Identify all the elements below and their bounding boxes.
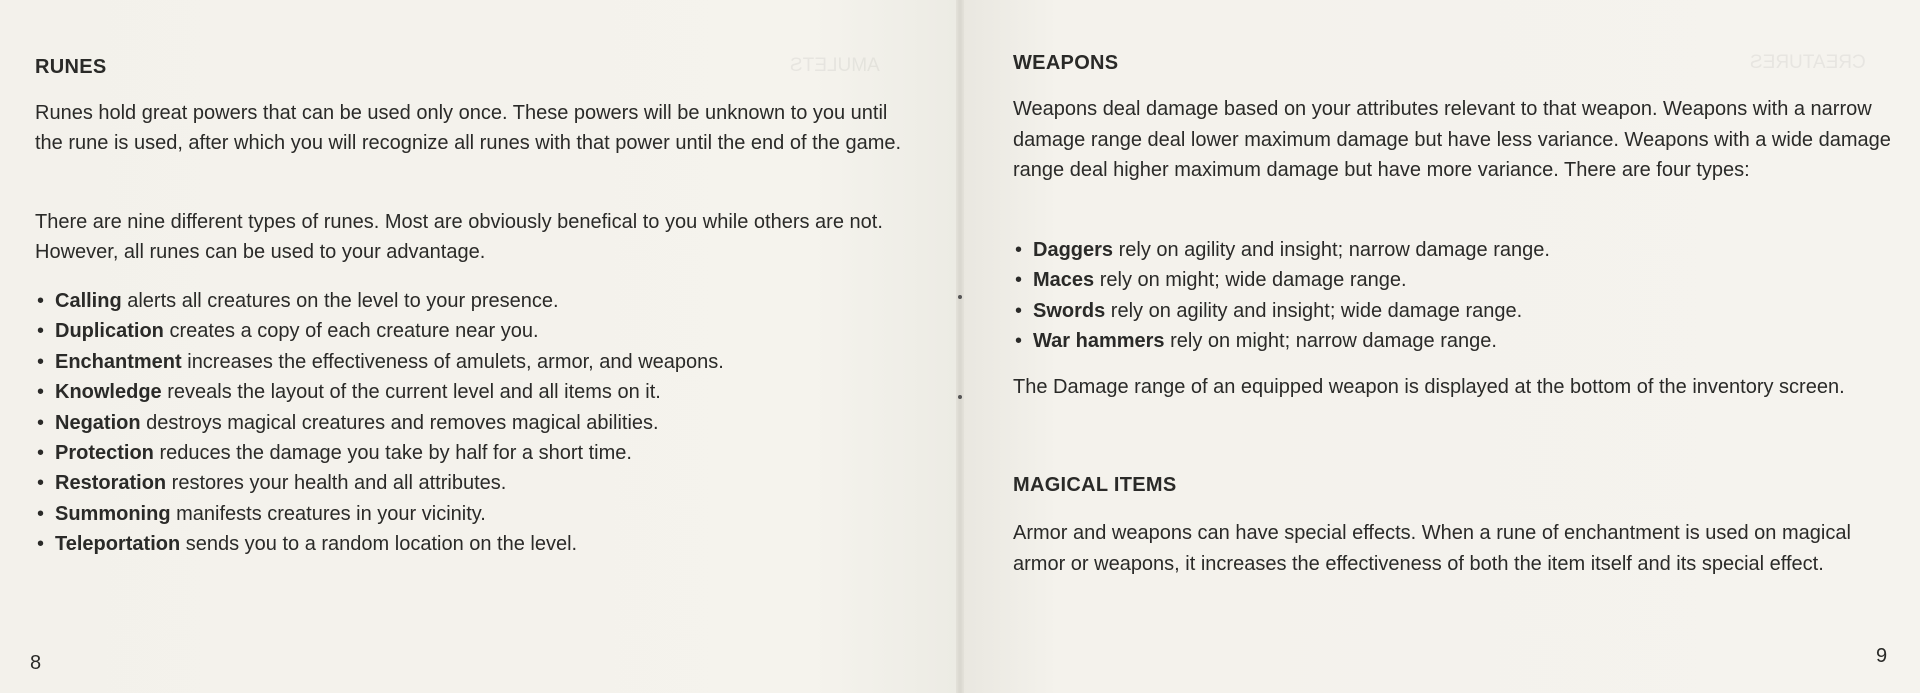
gutter-mark	[958, 395, 962, 399]
damage-range-paragraph: The Damage range of an equipped weapon is displayed at the bottom of the inventory screen.	[1013, 376, 1845, 398]
rune-item	[35, 468, 915, 498]
weapon-description: rely on might; wide damage range.	[1094, 269, 1407, 292]
weapon-item	[1013, 235, 1893, 265]
rune-term: Enchantment	[55, 350, 182, 373]
rune-term: Protection	[55, 442, 154, 465]
rune-item	[35, 408, 915, 438]
rune-description: alerts all creatures on the level to your presence.	[121, 290, 559, 312]
weapon-term: War hammers	[1033, 330, 1165, 353]
rune-item	[35, 286, 915, 316]
weapon-item	[1013, 265, 1893, 295]
rune-term: Teleportation	[55, 533, 181, 556]
rune-term: Knowledge	[55, 381, 162, 404]
rune-description: restores your health and all attributes.	[166, 472, 507, 495]
rune-term: Summoning	[55, 502, 171, 525]
weapon-description: rely on might; narrow damage range.	[1164, 330, 1497, 353]
magical-items-heading: MAGICAL ITEMS	[1013, 474, 1177, 496]
runes-list	[35, 286, 915, 560]
magical-items-paragraph: Armor and weapons can have special effects. When a rune of enchantment is used on magical armor or weapons, it increases the effectiveness of both the item itself and its special effect.	[1013, 522, 1851, 575]
rune-description: destroys magical creatures and removes magical abilities.	[140, 411, 659, 434]
rune-item	[35, 347, 915, 377]
rune-item	[35, 438, 915, 468]
rune-term: Duplication	[55, 320, 164, 343]
rune-term: Negation	[55, 411, 141, 434]
weapons-intro-paragraph: Weapons deal damage based on your attributes relevant to that weapon. Weapons with a narrow damage range deal lower maximum damage but have less variance. Weapons with a wide damage range deal higher maximum damage but have more variance. There are four types:	[1013, 98, 1891, 181]
gutter-mark	[958, 295, 962, 299]
rune-item	[35, 499, 915, 529]
rune-description: reduces the damage you take by half for a short time.	[153, 442, 632, 465]
runes-types-paragraph: There are nine different types of runes. Most are obviously benefical to you while others are not. However, all runes can be used to your advantage.	[35, 211, 883, 263]
weapon-term: Maces	[1033, 269, 1095, 292]
page-number: 9	[1876, 645, 1888, 667]
bleed-through: CREATURES	[1750, 52, 1866, 73]
rune-term: Restoration	[55, 472, 167, 495]
weapon-description: rely on agility and insight; wide damage range.	[1105, 299, 1523, 322]
page-gutter	[956, 0, 964, 693]
rune-description: increases the effectiveness of amulets, armor, and weapons.	[181, 350, 724, 373]
rune-description: creates a copy of each creature near you.	[163, 320, 539, 343]
rune-item	[35, 377, 915, 407]
rune-description: sends you to a random location on the level.	[180, 533, 578, 556]
weapon-item	[1013, 296, 1893, 326]
runes-intro-paragraph: Runes hold great powers that can be used only once. These powers will be unknown to you until the rune is used, after which you will recognize all runes with that power until the end of the game.	[35, 102, 902, 154]
rune-description: reveals the layout of the current level and all items on it.	[161, 381, 661, 404]
rune-item	[35, 529, 915, 559]
bleed-through: AMULETS	[790, 55, 880, 76]
rune-item	[35, 316, 915, 346]
weapon-description: rely on agility and insight; narrow damage range.	[1113, 239, 1550, 261]
weapon-term: Swords	[1033, 299, 1106, 322]
weapons-heading: WEAPONS	[1013, 52, 1119, 74]
rune-term: Calling	[55, 290, 122, 312]
weapons-list	[1013, 235, 1893, 357]
weapon-item	[1013, 326, 1893, 356]
weapon-term: Daggers	[1033, 239, 1114, 261]
page-number: 8	[30, 652, 42, 674]
runes-heading: RUNES	[35, 56, 107, 78]
rune-description: manifests creatures in your vicinity.	[170, 502, 486, 525]
